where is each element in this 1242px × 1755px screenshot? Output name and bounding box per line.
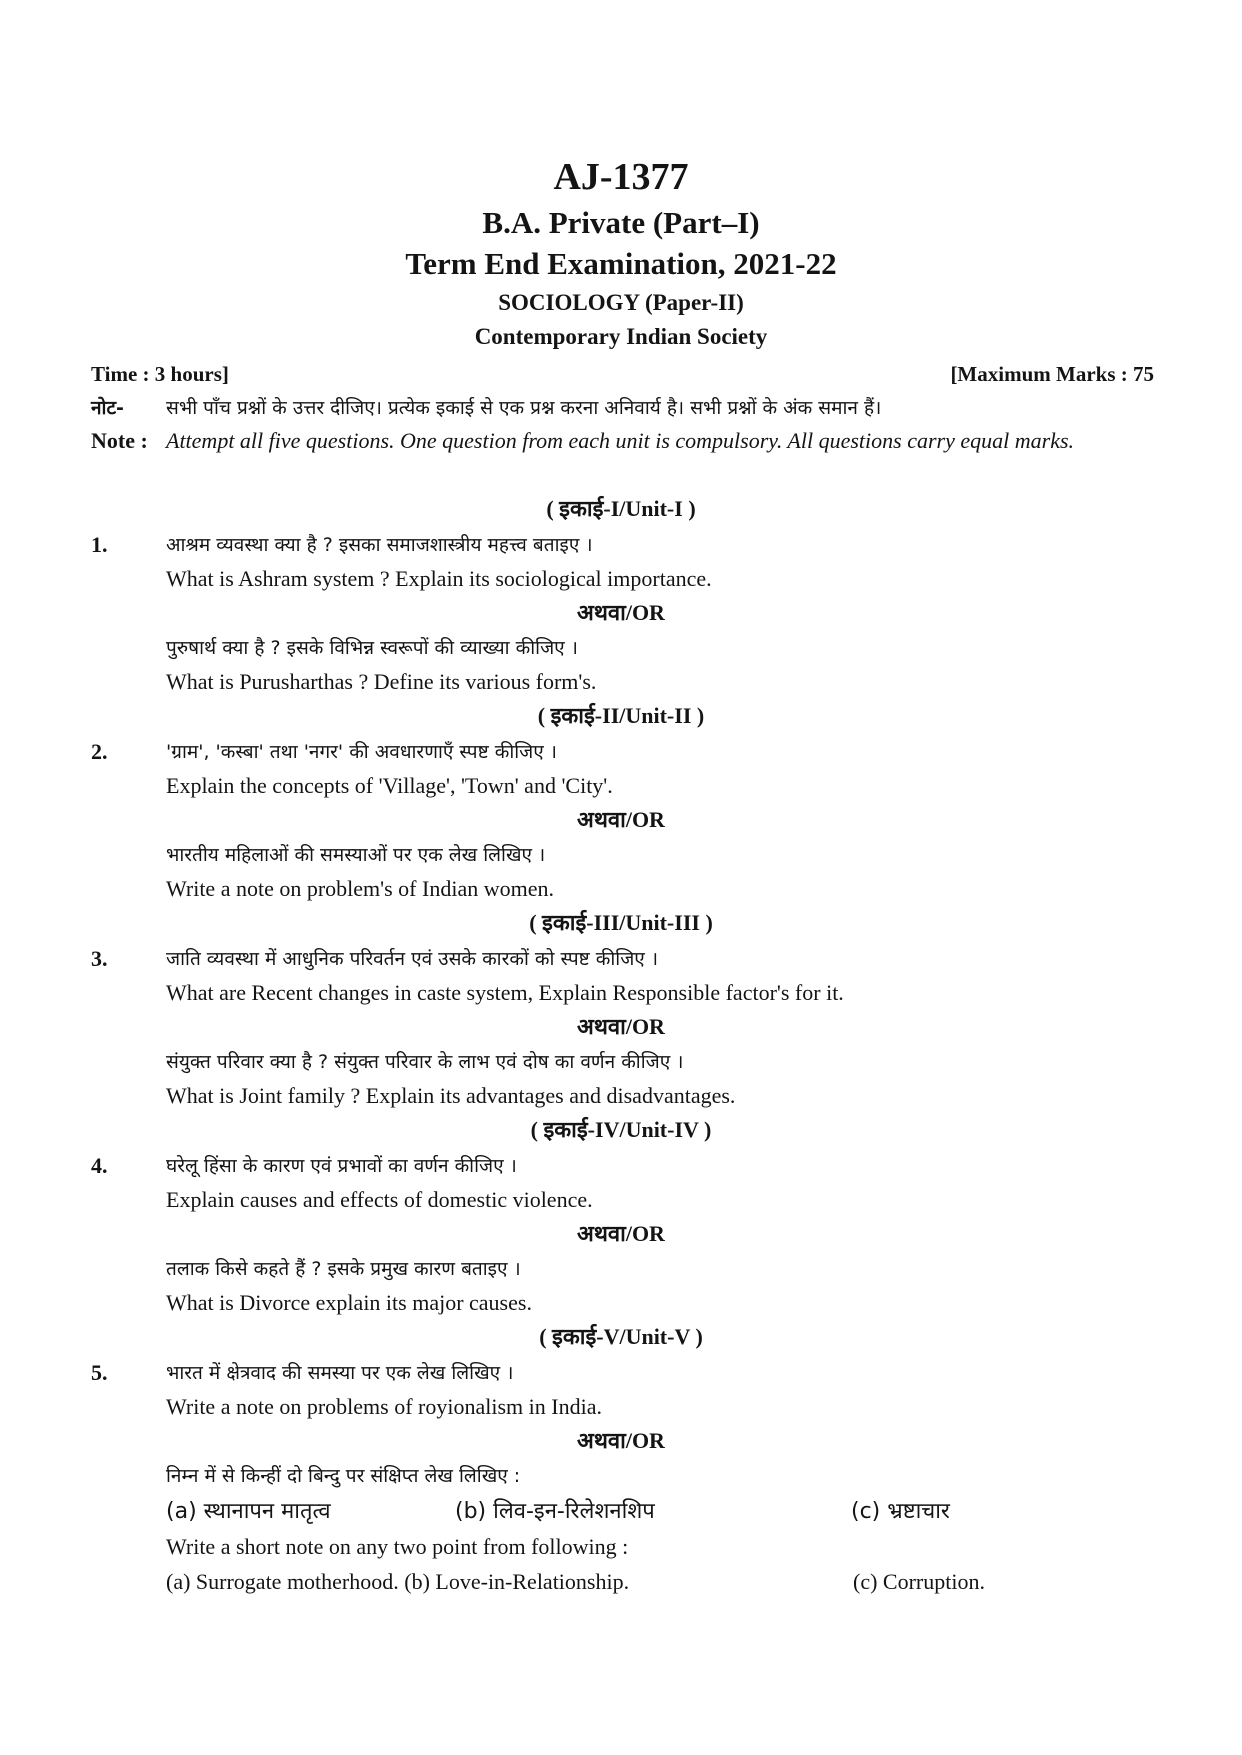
option-c-hindi: (c) भ्रष्टाचार xyxy=(851,1499,950,1524)
subject-title: SOCIOLOGY (Paper-II) xyxy=(498,290,744,315)
question-hindi: भारत में क्षेत्रवाद की समस्या पर एक लेख लिखिए । xyxy=(166,1362,514,1384)
exam-title: Term End Examination, 2021-22 xyxy=(405,246,837,281)
unit-heading: ( इकाई-IV/Unit-IV ) xyxy=(530,1117,712,1142)
or-divider: अथवा/OR xyxy=(577,1014,665,1039)
or-divider: अथवा/OR xyxy=(577,1428,665,1453)
question-number: 1. xyxy=(91,532,108,557)
or-divider: अथवा/OR xyxy=(577,600,665,625)
question-english: What is Ashram system ? Explain its sociological importance. xyxy=(166,566,712,591)
note-english-label: Note : xyxy=(91,428,148,453)
question-english: Explain causes and effects of domestic violence. xyxy=(166,1187,593,1212)
question-hindi: तलाक किसे कहते हैं ? इसके प्रमुख कारण बताइए । xyxy=(166,1258,521,1280)
option-b-hindi: (b) लिव-इन-रिलेशनशिप xyxy=(455,1499,655,1524)
question-english: What are Recent changes in caste system, Explain Responsible factor's for it. xyxy=(166,980,844,1005)
question-english: Write a short note on any two point from following : xyxy=(166,1534,629,1559)
question-number: 2. xyxy=(91,739,108,764)
question-english: What is Purusharthas ? Define its various form's. xyxy=(166,669,597,694)
question-hindi: घरेलू हिंसा के कारण एवं प्रभावों का वर्णन कीजिए । xyxy=(166,1155,517,1177)
question-hindi: पुरुषार्थ क्या है ? इसके विभिन्न स्वरूपों की व्याख्या कीजिए । xyxy=(166,637,578,659)
option-c-english: (c) Corruption. xyxy=(853,1569,985,1594)
question-hindi: संयुक्त परिवार क्या है ? संयुक्त परिवार के लाभ एवं दोष का वर्णन कीजिए । xyxy=(166,1051,684,1073)
question-hindi: भारतीय महिलाओं की समस्याओं पर एक लेख लिखिए । xyxy=(166,844,546,866)
question-english: Explain the concepts of 'Village', 'Town' and 'City'. xyxy=(166,773,613,798)
unit-heading: ( इकाई-I/Unit-I ) xyxy=(546,496,696,521)
question-english: Write a note on problems of royionalism in India. xyxy=(166,1394,602,1419)
question-hindi: जाति व्यवस्था में आधुनिक परिवर्तन एवं उसके कारकों को स्पष्ट कीजिए । xyxy=(166,948,659,970)
question-number: 4. xyxy=(91,1153,108,1178)
paper-code: AJ-1377 xyxy=(553,156,689,198)
note-hindi-text: सभी पाँच प्रश्नों के उत्तर दीजिए। प्रत्येक इकाई से एक प्रश्न करना अनिवार्य है। सभी प्रश्नों के अंक समान हैं। xyxy=(166,397,882,419)
question-number: 5. xyxy=(91,1360,108,1385)
unit-heading: ( इकाई-V/Unit-V ) xyxy=(539,1324,703,1349)
question-english: Write a note on problem's of Indian women. xyxy=(166,876,554,901)
note-english-text: Attempt all five questions. One question from each unit is compulsory. All questions carry equal marks. xyxy=(166,428,1075,453)
unit-heading: ( इकाई-II/Unit-II ) xyxy=(537,703,705,728)
question-number: 3. xyxy=(91,946,108,971)
question-english: What is Joint family ? Explain its advantages and disadvantages. xyxy=(166,1083,736,1108)
option-a-hindi: (a) स्थानापन मातृत्व xyxy=(166,1499,331,1524)
or-divider: अथवा/OR xyxy=(577,807,665,832)
question-hindi: निम्न में से किन्हीं दो बिन्दु पर संक्षिप्त लेख लिखिए : xyxy=(166,1465,521,1487)
note-hindi-label: नोट- xyxy=(91,397,124,419)
unit-heading: ( इकाई-III/Unit-III ) xyxy=(529,910,713,935)
or-divider: अथवा/OR xyxy=(577,1221,665,1246)
options-english-ab: (a) Surrogate motherhood. (b) Love-in-Relationship. xyxy=(166,1569,630,1594)
maximum-marks: [Maximum Marks : 75 xyxy=(950,362,1154,386)
question-hindi: 'ग्राम', 'कस्बा' तथा 'नगर' की अवधारणाएँ स्पष्ट कीजिए । xyxy=(166,741,558,763)
paper-title: Contemporary Indian Society xyxy=(474,324,768,349)
question-hindi: आश्रम व्यवस्था क्या है ? इसका समाजशास्त्रीय महत्त्व बताइए । xyxy=(166,534,593,556)
question-english: What is Divorce explain its major causes. xyxy=(166,1290,532,1315)
time-allowed: Time : 3 hours] xyxy=(91,362,229,386)
course-title: B.A. Private (Part–I) xyxy=(482,205,760,240)
